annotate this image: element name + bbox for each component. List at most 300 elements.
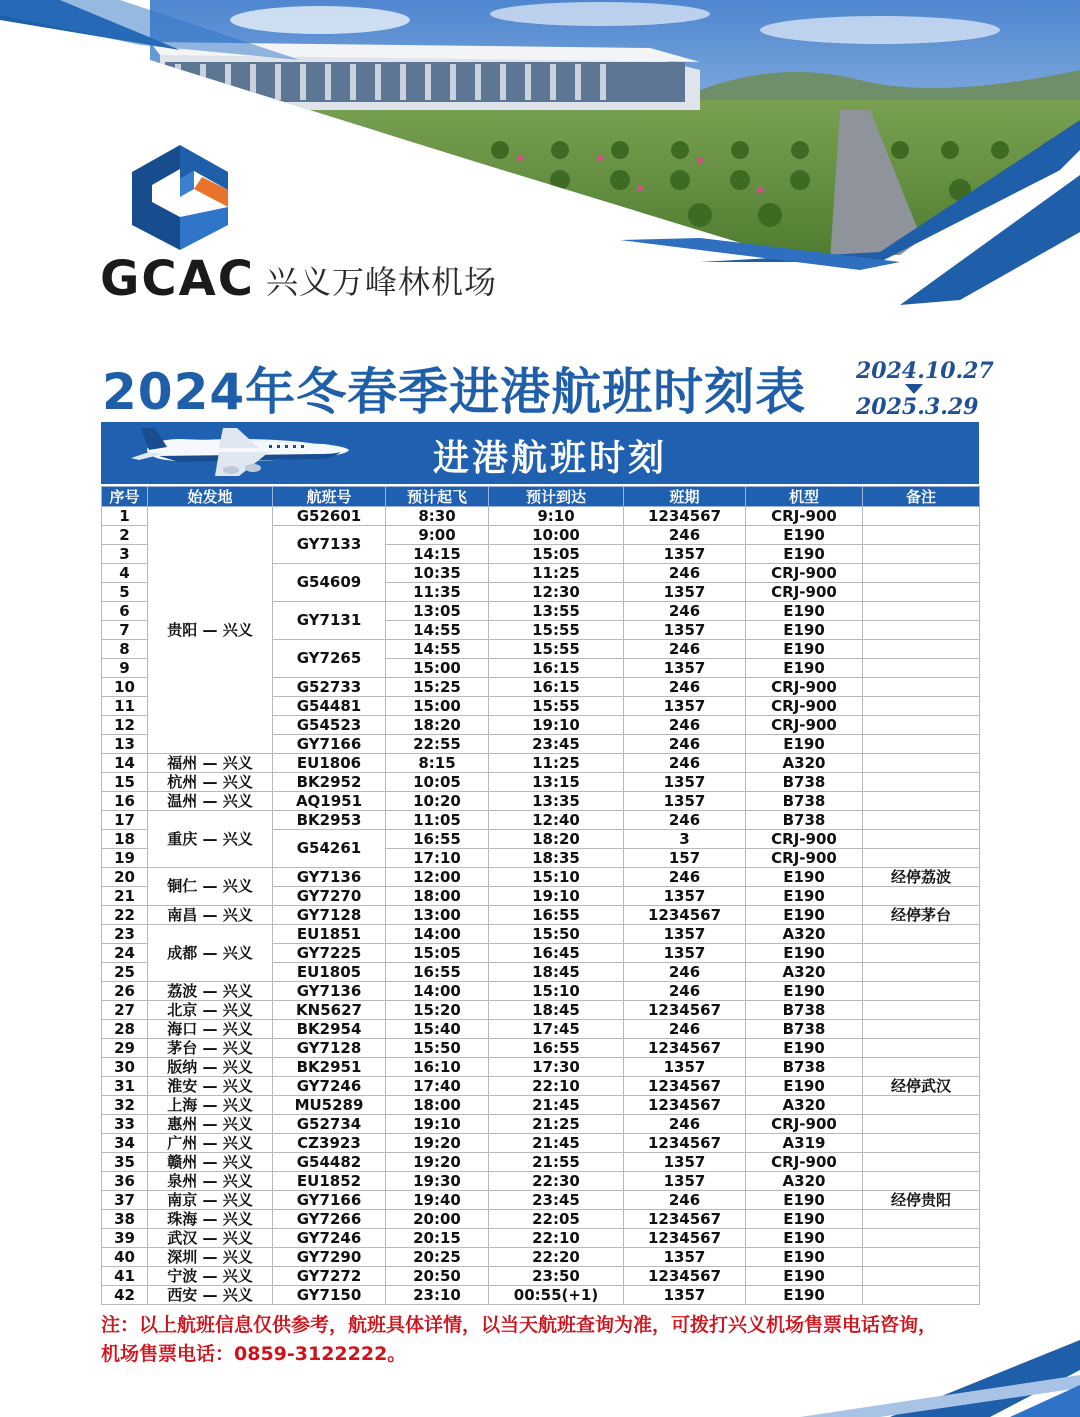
cell-aircraft: A320 [746, 754, 863, 773]
cell-arrive: 15:50 [489, 925, 624, 944]
table-row [102, 906, 980, 925]
table-row [102, 1020, 980, 1039]
cell-aircraft: E190 [746, 659, 863, 678]
cell-flight: GY7272 [273, 1267, 386, 1286]
cell-flight: GY7133 [273, 526, 386, 564]
table-row [102, 1267, 980, 1286]
cell-depart: 15:05 [386, 944, 489, 963]
cell-arrive: 16:15 [489, 659, 624, 678]
cell-depart: 17:10 [386, 849, 489, 868]
cell-depart: 14:00 [386, 925, 489, 944]
cell-days: 1357 [624, 1172, 746, 1191]
cell-origin: 惠州 — 兴义 [148, 1115, 273, 1134]
cell-days: 246 [624, 526, 746, 545]
cell-depart: 15:00 [386, 659, 489, 678]
table-row [102, 792, 980, 811]
section-banner [101, 422, 979, 484]
cell-arrive: 16:55 [489, 1039, 624, 1058]
cell-days: 1357 [624, 1286, 746, 1305]
cell-index: 2 [102, 526, 148, 545]
cell-remark [863, 659, 980, 678]
cell-aircraft: E190 [746, 982, 863, 1001]
cell-index: 38 [102, 1210, 148, 1229]
cell-flight: BK2951 [273, 1058, 386, 1077]
cell-aircraft: A319 [746, 1134, 863, 1153]
cell-flight: G54523 [273, 716, 386, 735]
cell-index: 19 [102, 849, 148, 868]
cell-index: 6 [102, 602, 148, 621]
cell-days: 246 [624, 1191, 746, 1210]
cell-remark [863, 545, 980, 564]
cell-depart: 22:55 [386, 735, 489, 754]
cell-days: 1357 [624, 659, 746, 678]
cell-arrive: 15:10 [489, 868, 624, 887]
cell-remark [863, 507, 980, 526]
cell-depart: 8:30 [386, 507, 489, 526]
cell-arrive: 22:10 [489, 1077, 624, 1096]
cell-arrive: 23:50 [489, 1267, 624, 1286]
cell-remark [863, 963, 980, 982]
cell-depart: 20:25 [386, 1248, 489, 1267]
cell-flight: GY7131 [273, 602, 386, 640]
col-header-index: 序号 [102, 487, 148, 507]
cell-depart: 9:00 [386, 526, 489, 545]
cell-index: 7 [102, 621, 148, 640]
cell-aircraft: E190 [746, 944, 863, 963]
cell-remark [863, 944, 980, 963]
cell-aircraft: E190 [746, 868, 863, 887]
gcac-logo-icon [132, 145, 228, 250]
cell-arrive: 10:00 [489, 526, 624, 545]
cell-depart: 10:35 [386, 564, 489, 583]
table-row [102, 1210, 980, 1229]
cell-depart: 15:50 [386, 1039, 489, 1058]
table-row [102, 982, 980, 1001]
cell-depart: 14:55 [386, 640, 489, 659]
cell-arrive: 15:55 [489, 640, 624, 659]
cell-days: 1357 [624, 621, 746, 640]
cell-days: 1357 [624, 792, 746, 811]
cell-flight: MU5289 [273, 1096, 386, 1115]
cell-remark [863, 1153, 980, 1172]
cell-remark [863, 1096, 980, 1115]
cell-index: 42 [102, 1286, 148, 1305]
footnote-line-1: 注：以上航班信息仅供参考，航班具体详情，以当天航班查询为准，可拨打兴义机场售票电话咨询， [101, 1314, 938, 1336]
table-row [102, 507, 980, 526]
date-start: 2024.10.27 [856, 358, 994, 384]
cell-index: 34 [102, 1134, 148, 1153]
cell-flight: GY7225 [273, 944, 386, 963]
cell-arrive: 21:25 [489, 1115, 624, 1134]
cell-flight: G52734 [273, 1115, 386, 1134]
cell-origin: 广州 — 兴义 [148, 1134, 273, 1153]
cell-remark [863, 1020, 980, 1039]
cell-index: 41 [102, 1267, 148, 1286]
cell-aircraft: B738 [746, 773, 863, 792]
cell-days: 1357 [624, 583, 746, 602]
cell-aircraft: E190 [746, 1267, 863, 1286]
cell-flight: EU1852 [273, 1172, 386, 1191]
cell-flight: GY7128 [273, 1039, 386, 1058]
cell-depart: 16:55 [386, 963, 489, 982]
cell-remark [863, 716, 980, 735]
cell-flight: KN5627 [273, 1001, 386, 1020]
cell-days: 1357 [624, 944, 746, 963]
cell-depart: 15:25 [386, 678, 489, 697]
cell-flight: GY7290 [273, 1248, 386, 1267]
logo-wordmark: GCAC [100, 251, 255, 307]
cell-index: 15 [102, 773, 148, 792]
cell-depart: 19:30 [386, 1172, 489, 1191]
cell-origin: 南昌 — 兴义 [148, 906, 273, 925]
cell-days: 157 [624, 849, 746, 868]
cell-remark [863, 792, 980, 811]
cell-origin: 温州 — 兴义 [148, 792, 273, 811]
cell-days: 246 [624, 735, 746, 754]
cell-index: 31 [102, 1077, 148, 1096]
cell-depart: 12:00 [386, 868, 489, 887]
cell-index: 3 [102, 545, 148, 564]
cell-depart: 20:00 [386, 1210, 489, 1229]
cell-flight: GY7166 [273, 735, 386, 754]
cell-aircraft: E190 [746, 602, 863, 621]
cell-origin: 荔波 — 兴义 [148, 982, 273, 1001]
table-row [102, 1096, 980, 1115]
cell-flight: AQ1951 [273, 792, 386, 811]
cell-index: 37 [102, 1191, 148, 1210]
cell-depart: 13:05 [386, 602, 489, 621]
cell-index: 24 [102, 944, 148, 963]
cell-remark [863, 1058, 980, 1077]
cell-arrive: 13:15 [489, 773, 624, 792]
cell-days: 1357 [624, 697, 746, 716]
cell-origin: 贵阳 — 兴义 [148, 507, 273, 754]
cell-flight: GY7246 [273, 1229, 386, 1248]
cell-days: 246 [624, 678, 746, 697]
cell-aircraft: E190 [746, 545, 863, 564]
cell-arrive: 17:30 [489, 1058, 624, 1077]
cell-arrive: 15:05 [489, 545, 624, 564]
cell-aircraft: CRJ-900 [746, 697, 863, 716]
cell-days: 1357 [624, 925, 746, 944]
cell-flight: GY7150 [273, 1286, 386, 1305]
cell-index: 9 [102, 659, 148, 678]
table-row [102, 1039, 980, 1058]
cell-index: 32 [102, 1096, 148, 1115]
cell-arrive: 22:10 [489, 1229, 624, 1248]
cell-arrive: 16:45 [489, 944, 624, 963]
cell-remark: 经停荔波 [863, 868, 980, 887]
cell-depart: 17:40 [386, 1077, 489, 1096]
cell-depart: 11:35 [386, 583, 489, 602]
cell-origin: 版纳 — 兴义 [148, 1058, 273, 1077]
cell-depart: 15:40 [386, 1020, 489, 1039]
cell-arrive: 16:55 [489, 906, 624, 925]
cell-flight: G54609 [273, 564, 386, 602]
table-row [102, 1248, 980, 1267]
cell-days: 1234567 [624, 1096, 746, 1115]
cell-arrive: 17:45 [489, 1020, 624, 1039]
cell-aircraft: A320 [746, 925, 863, 944]
arrow-down-icon [905, 384, 923, 394]
col-header-flight: 航班号 [273, 487, 386, 507]
cell-index: 10 [102, 678, 148, 697]
cell-flight: EU1806 [273, 754, 386, 773]
cell-index: 35 [102, 1153, 148, 1172]
cell-arrive: 13:35 [489, 792, 624, 811]
table-row [102, 1058, 980, 1077]
cell-arrive: 19:10 [489, 716, 624, 735]
cell-origin: 茅台 — 兴义 [148, 1039, 273, 1058]
cell-aircraft: B738 [746, 792, 863, 811]
cell-days: 246 [624, 982, 746, 1001]
cell-aircraft: CRJ-900 [746, 716, 863, 735]
cell-aircraft: CRJ-900 [746, 678, 863, 697]
cell-remark [863, 526, 980, 545]
cell-days: 1357 [624, 1058, 746, 1077]
cell-days: 1234567 [624, 1134, 746, 1153]
cell-aircraft: CRJ-900 [746, 830, 863, 849]
date-end: 2025.3.29 [856, 394, 979, 420]
cell-index: 21 [102, 887, 148, 906]
cell-index: 40 [102, 1248, 148, 1267]
cell-days: 246 [624, 754, 746, 773]
cell-aircraft: E190 [746, 1039, 863, 1058]
cell-origin: 上海 — 兴义 [148, 1096, 273, 1115]
cell-arrive: 15:10 [489, 982, 624, 1001]
cell-origin: 北京 — 兴义 [148, 1001, 273, 1020]
cell-aircraft: CRJ-900 [746, 507, 863, 526]
cell-origin: 武汉 — 兴义 [148, 1229, 273, 1248]
cell-index: 14 [102, 754, 148, 773]
cell-depart: 15:20 [386, 1001, 489, 1020]
cell-flight: G54482 [273, 1153, 386, 1172]
cell-depart: 20:15 [386, 1229, 489, 1248]
cell-index: 5 [102, 583, 148, 602]
cell-index: 12 [102, 716, 148, 735]
cell-arrive: 11:25 [489, 564, 624, 583]
cell-remark: 经停茅台 [863, 906, 980, 925]
cell-remark [863, 830, 980, 849]
cell-remark [863, 1210, 980, 1229]
cell-remark [863, 1134, 980, 1153]
cell-origin: 福州 — 兴义 [148, 754, 273, 773]
cell-index: 13 [102, 735, 148, 754]
cell-arrive: 18:45 [489, 963, 624, 982]
cell-days: 1234567 [624, 1210, 746, 1229]
cell-remark [863, 697, 980, 716]
cell-remark [863, 1039, 980, 1058]
cell-depart: 19:10 [386, 1115, 489, 1134]
table-row [102, 1172, 980, 1191]
cell-aircraft: B738 [746, 811, 863, 830]
cell-aircraft: E190 [746, 1191, 863, 1210]
cell-remark [863, 1115, 980, 1134]
cell-remark [863, 925, 980, 944]
cell-index: 25 [102, 963, 148, 982]
cell-aircraft: CRJ-900 [746, 849, 863, 868]
cell-arrive: 22:05 [489, 1210, 624, 1229]
cell-days: 1234567 [624, 906, 746, 925]
cell-depart: 19:20 [386, 1134, 489, 1153]
cell-origin: 西安 — 兴义 [148, 1286, 273, 1305]
cell-arrive: 00:55(+1) [489, 1286, 624, 1305]
footnote-line-2: 机场售票电话：0859-3122222。 [101, 1343, 407, 1365]
table-row [102, 1229, 980, 1248]
cell-aircraft: E190 [746, 1229, 863, 1248]
cell-remark [863, 754, 980, 773]
cell-depart: 16:55 [386, 830, 489, 849]
cell-index: 18 [102, 830, 148, 849]
banner-title: 进港航班时刻 [432, 438, 667, 479]
cell-depart: 10:20 [386, 792, 489, 811]
cell-aircraft: E190 [746, 1210, 863, 1229]
cell-index: 28 [102, 1020, 148, 1039]
cell-origin: 海口 — 兴义 [148, 1020, 273, 1039]
cell-index: 17 [102, 811, 148, 830]
cell-aircraft: E190 [746, 1286, 863, 1305]
cell-depart: 14:55 [386, 621, 489, 640]
col-header-origin: 始发地 [148, 487, 273, 507]
cell-arrive: 12:30 [489, 583, 624, 602]
table-row [102, 1115, 980, 1134]
cell-arrive: 22:30 [489, 1172, 624, 1191]
cell-index: 30 [102, 1058, 148, 1077]
table-row [102, 1153, 980, 1172]
cell-origin: 南京 — 兴义 [148, 1191, 273, 1210]
cell-depart: 8:15 [386, 754, 489, 773]
cell-arrive: 18:35 [489, 849, 624, 868]
table-row [102, 868, 980, 887]
cell-remark [863, 849, 980, 868]
cell-depart: 15:00 [386, 697, 489, 716]
cell-depart: 14:00 [386, 982, 489, 1001]
cell-flight: G54261 [273, 830, 386, 868]
cell-flight: GY7270 [273, 887, 386, 906]
cell-index: 4 [102, 564, 148, 583]
cell-days: 246 [624, 602, 746, 621]
cell-remark [863, 1229, 980, 1248]
cell-aircraft: B738 [746, 1001, 863, 1020]
cell-days: 1234567 [624, 1039, 746, 1058]
cell-flight: BK2952 [273, 773, 386, 792]
cell-arrive: 21:55 [489, 1153, 624, 1172]
cell-days: 3 [624, 830, 746, 849]
table-row [102, 925, 980, 944]
cell-index: 26 [102, 982, 148, 1001]
cell-remark [863, 564, 980, 583]
cell-flight: GY7246 [273, 1077, 386, 1096]
cell-depart: 11:05 [386, 811, 489, 830]
cell-days: 1234567 [624, 1077, 746, 1096]
cell-remark: 经停贵阳 [863, 1191, 980, 1210]
cell-index: 11 [102, 697, 148, 716]
cell-remark [863, 773, 980, 792]
cell-days: 246 [624, 1115, 746, 1134]
cell-origin: 杭州 — 兴义 [148, 773, 273, 792]
cell-days: 246 [624, 1020, 746, 1039]
cell-remark [863, 1267, 980, 1286]
cell-flight: GY7136 [273, 982, 386, 1001]
cell-remark [863, 1248, 980, 1267]
col-header-remark: 备注 [863, 487, 980, 507]
cell-aircraft: E190 [746, 1077, 863, 1096]
cell-index: 36 [102, 1172, 148, 1191]
cell-days: 246 [624, 963, 746, 982]
cell-aircraft: E190 [746, 906, 863, 925]
cell-arrive: 18:20 [489, 830, 624, 849]
cell-aircraft: E190 [746, 887, 863, 906]
cell-origin: 成都 — 兴义 [148, 925, 273, 982]
cell-remark [863, 1001, 980, 1020]
cell-index: 16 [102, 792, 148, 811]
cell-days: 1357 [624, 1248, 746, 1267]
cell-depart: 13:00 [386, 906, 489, 925]
cell-aircraft: E190 [746, 735, 863, 754]
cell-days: 246 [624, 716, 746, 735]
cell-remark [863, 640, 980, 659]
cell-days: 246 [624, 811, 746, 830]
cell-arrive: 15:55 [489, 621, 624, 640]
cell-origin: 珠海 — 兴义 [148, 1210, 273, 1229]
cell-depart: 14:15 [386, 545, 489, 564]
cell-flight: BK2954 [273, 1020, 386, 1039]
airport-logo [100, 145, 520, 305]
cell-aircraft: E190 [746, 526, 863, 545]
cell-index: 33 [102, 1115, 148, 1134]
cell-remark [863, 1286, 980, 1305]
table-row [102, 1134, 980, 1153]
cell-days: 246 [624, 564, 746, 583]
cell-days: 246 [624, 640, 746, 659]
cell-index: 20 [102, 868, 148, 887]
cell-arrive: 22:20 [489, 1248, 624, 1267]
cell-remark: 经停武汉 [863, 1077, 980, 1096]
table-row [102, 811, 980, 830]
cell-aircraft: CRJ-900 [746, 1115, 863, 1134]
cell-arrive: 23:45 [489, 1191, 624, 1210]
cell-depart: 19:20 [386, 1153, 489, 1172]
table-row [102, 773, 980, 792]
cell-arrive: 19:10 [489, 887, 624, 906]
cell-aircraft: A320 [746, 963, 863, 982]
cell-arrive: 16:15 [489, 678, 624, 697]
cell-index: 1 [102, 507, 148, 526]
cell-remark [863, 678, 980, 697]
cell-arrive: 23:45 [489, 735, 624, 754]
cell-flight: GY7136 [273, 868, 386, 887]
cell-arrive: 21:45 [489, 1096, 624, 1115]
table-row [102, 1286, 980, 1305]
cell-aircraft: A320 [746, 1172, 863, 1191]
cell-days: 1234567 [624, 1229, 746, 1248]
cell-remark [863, 887, 980, 906]
schedule-body [102, 507, 980, 1305]
cell-remark [863, 602, 980, 621]
cell-depart: 18:00 [386, 1096, 489, 1115]
cell-index: 39 [102, 1229, 148, 1248]
cell-flight: CZ3923 [273, 1134, 386, 1153]
table-row [102, 1001, 980, 1020]
table-row [102, 754, 980, 773]
cell-origin: 重庆 — 兴义 [148, 811, 273, 868]
cell-index: 27 [102, 1001, 148, 1020]
cell-arrive: 9:10 [489, 507, 624, 526]
cell-flight: GY7266 [273, 1210, 386, 1229]
cell-remark [863, 982, 980, 1001]
cell-depart: 10:05 [386, 773, 489, 792]
col-header-days: 班期 [624, 487, 746, 507]
